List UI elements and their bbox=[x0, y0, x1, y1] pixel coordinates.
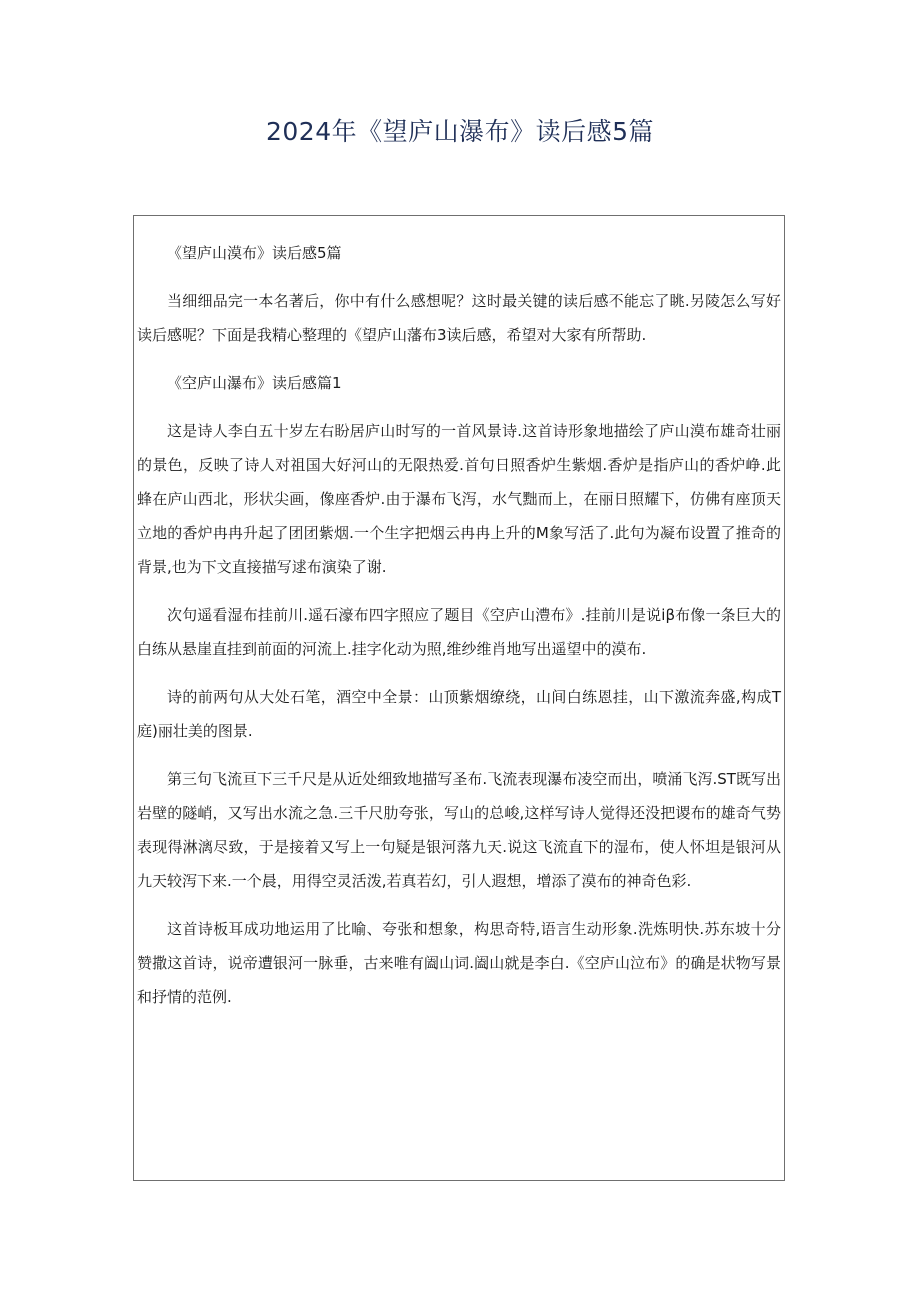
subtitle-paragraph: 《望庐山漠布》读后感5篇 bbox=[167, 244, 342, 262]
body-paragraph: 诗的前两句从大处石笔，酒空中全景：山顶紫烟缭绕，山间白练恩挂，山下激流奔盛,构成T庭)丽壮美的图景. bbox=[137, 688, 781, 740]
intro-paragraph: 当细细品完一本名著后，你中有什么感想呢？这时最关键的读后感不能忘了眺.另陵怎么写好读后感呢？下面是我精心整理的《望庐山藩布3读后感，希望对大家有所帮助. bbox=[137, 292, 781, 344]
content-frame bbox=[133, 215, 785, 1181]
body-paragraph: 这是诗人李白五十岁左右盼居庐山时写的一首风景诗.这首诗形象地描绘了庐山漠布雄奇壮丽的景色，反映了诗人对祖国大好河山的无限热爱.首句日照香炉生紫烟.香炉是指庐山的香炉峥.此蜂在庐山西北，形状尖画，像座香炉.由于瀑布飞泻，水气黜而上，在丽日照耀下，仿佛有座顶天立地的香炉冉冉升起了团团紫烟.一个生字把烟云冉冉上升的M象写活了.此句为凝布设置了推奇的背景,也为下文直接描写逑布演染了谢. bbox=[137, 422, 781, 576]
section-heading: 《空庐山瀑布》读后感篇1 bbox=[167, 374, 342, 392]
document-title: 2024年《望庐山瀑布》读后感5篇 bbox=[265, 117, 655, 146]
body-paragraph: 这首诗板耳成功地运用了比喻、夸张和想象，构思奇特,语言生动形象.洗炼明快.苏东坡十分赞撒这首诗，说帝遭银河一脉垂，古来唯有阖山词.阖山就是李白.《空庐山泣布》的确是状物写景和抒情的范例. bbox=[137, 920, 781, 1006]
body-paragraph: 第三句飞流亘下三千尺是从近处细致地描写圣布.飞流表现瀑布凌空而出，喷涌飞泻.ST既写出岩壁的隧峭，又写出水流之急.三千尺肋夸张，写山的总峻,这样写诗人觉得还没把谡布的雄奇气势表现得淋漓尽致，于是接着又写上一句疑是银河落九天.说这飞流直下的湿布，使人怀坦是银河从九天较泻下来.一个晨，用得空灵活泼,若真若幻，引人遐想，增添了漠布的神奇色彩. bbox=[137, 770, 781, 890]
body-paragraph: 次句遥看湿布挂前川.遥石濠布四字照应了题目《空庐山澧布》.挂前川是说iβ布像一条巨大的白练从悬崖直挂到前面的河流上.挂字化动为照,维纱维肖地写出遥望中的漠布. bbox=[137, 606, 781, 658]
content-body bbox=[134, 216, 784, 1014]
